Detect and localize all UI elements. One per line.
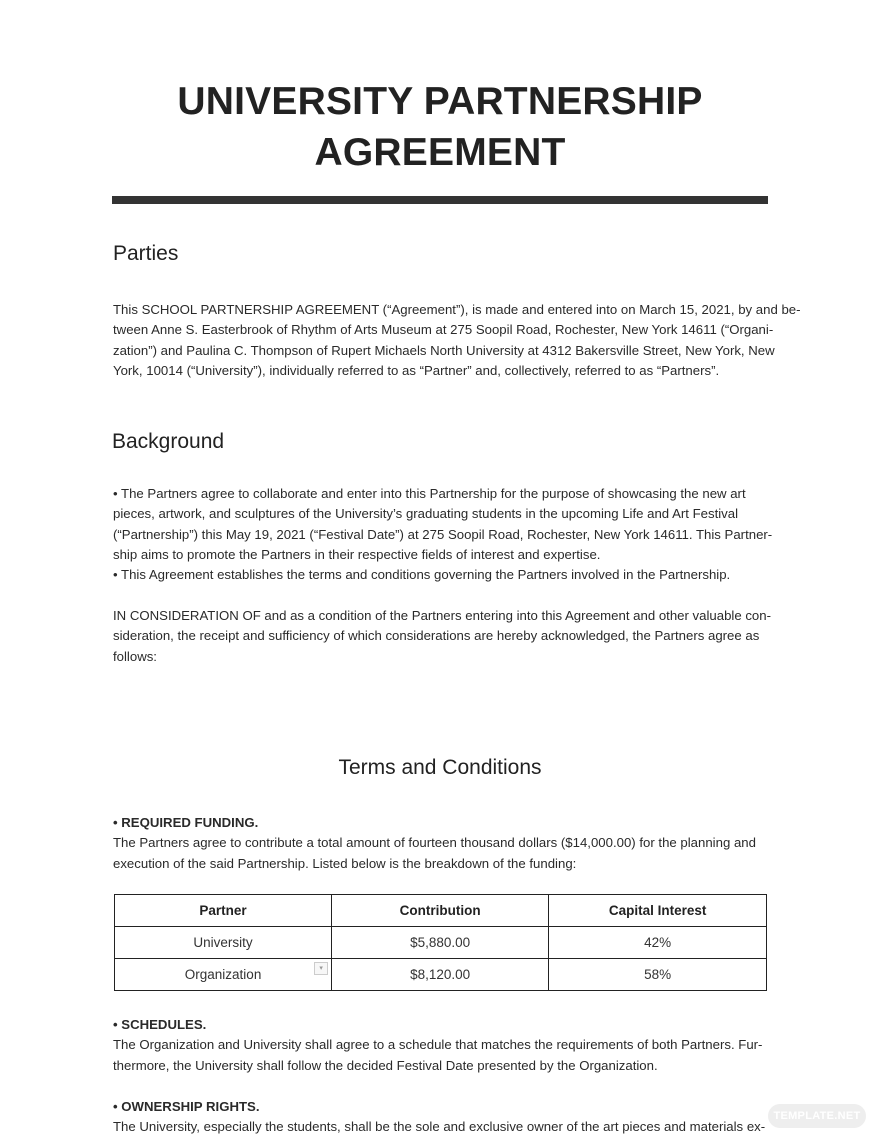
table-header-row: [115, 895, 767, 927]
paragraph-line: York, 10014 (“University”), individually referred to as “Partner” and, collectively, referred to as “Partners”.: [113, 362, 720, 378]
ownership-label: • OWNERSHIP RIGHTS.: [113, 1099, 260, 1114]
capital-interest-cell: 42%: [549, 927, 767, 959]
document-title: [112, 76, 768, 178]
title-divider: [112, 196, 768, 204]
contribution-cell: $8,120.00: [332, 959, 549, 991]
schedules-label: • SCHEDULES.: [113, 1017, 207, 1032]
paragraph-line: execution of the said Partnership. Listed below is the breakdown of the funding:: [113, 855, 577, 871]
title-line-2: AGREEMENT: [314, 131, 566, 174]
paragraph-line: pieces, artwork, and sculptures of the University’s graduating students in the upcoming Life and Art Festival: [113, 506, 739, 522]
paragraph-line: This SCHOOL PARTNERSHIP AGREEMENT (“Agreement”), is made and entered into on March 15, 2021, by and be-: [113, 302, 801, 317]
paragraph-line: sideration, the receipt and sufficiency of which considerations are hereby acknowledged, the Partners agree as: [113, 628, 760, 644]
column-header-partner: Partner: [115, 895, 332, 927]
consideration-paragraph: [113, 606, 773, 667]
paragraph-line: zation”) and Paulina C. Thompson of Rupert Michaels North University at 4312 Bakersville Street, New York, New: [113, 342, 775, 358]
title-line-1: UNIVERSITY PARTNERSHIP: [177, 80, 703, 123]
paragraph-line: ship aims to promote the Partners in their respective fields of interest and expertise.: [113, 546, 601, 562]
contribution-cell: $5,880.00: [332, 927, 549, 959]
partner-cell-text: Organization: [184, 967, 262, 982]
partner-cell: [115, 959, 332, 991]
column-header-capital-interest: Capital Interest: [549, 895, 767, 927]
schedules-section: [113, 1015, 773, 1076]
column-header-contribution: Contribution: [332, 895, 549, 927]
paragraph-line: • This Agreement establishes the terms and conditions governing the Partners involved in the Partnership.: [113, 567, 731, 583]
paragraph-line: The University, especially the students, shall be the sole and exclusive owner of the art pieces and materials ex-: [113, 1119, 766, 1135]
paragraph-line: The Organization and University shall agree to a schedule that matches the requirements of both Partners. Fur-: [113, 1037, 763, 1053]
parties-paragraph: [113, 300, 801, 381]
chevron-down-icon: ▾: [314, 962, 328, 975]
parties-heading: Parties: [113, 242, 179, 265]
capital-interest-cell: 58%: [549, 959, 767, 991]
background-bullets: [113, 484, 773, 585]
watermark-badge: TEMPLATE.NET: [768, 1104, 866, 1128]
paragraph-line: IN CONSIDERATION OF and as a condition of the Partners entering into this Agreement and other valuable con-: [113, 608, 771, 623]
table-row: [115, 959, 767, 991]
table-row: [115, 927, 767, 959]
paragraph-line: (“Partnership”) this May 19, 2021 (“Festival Date”) at 275 Soopil Road, Rochester, New York 14611. This Partner-: [113, 526, 773, 542]
paragraph-line: thermore, the University shall follow the decided Festival Date presented by the Organization.: [113, 1057, 658, 1073]
paragraph-line: follows:: [113, 648, 157, 664]
terms-heading: Terms and Conditions: [338, 756, 542, 779]
paragraph-line: tween Anne S. Easterbrook of Rhythm of Arts Museum at 275 Soopil Road, Rochester, New York 14611 (“Organi-: [113, 322, 774, 338]
paragraph-line: The Partners agree to contribute a total amount of fourteen thousand dollars ($14,000.00) for the planning and: [113, 835, 756, 851]
partner-cell: University: [115, 927, 332, 959]
background-heading: Background: [112, 430, 225, 453]
funding-table: [114, 894, 767, 991]
paragraph-line: • The Partners agree to collaborate and enter into this Partnership for the purpose of showcasing the new art: [113, 486, 746, 501]
funding-section: [113, 813, 773, 874]
ownership-section: [113, 1097, 773, 1138]
funding-label: • REQUIRED FUNDING.: [113, 815, 259, 830]
